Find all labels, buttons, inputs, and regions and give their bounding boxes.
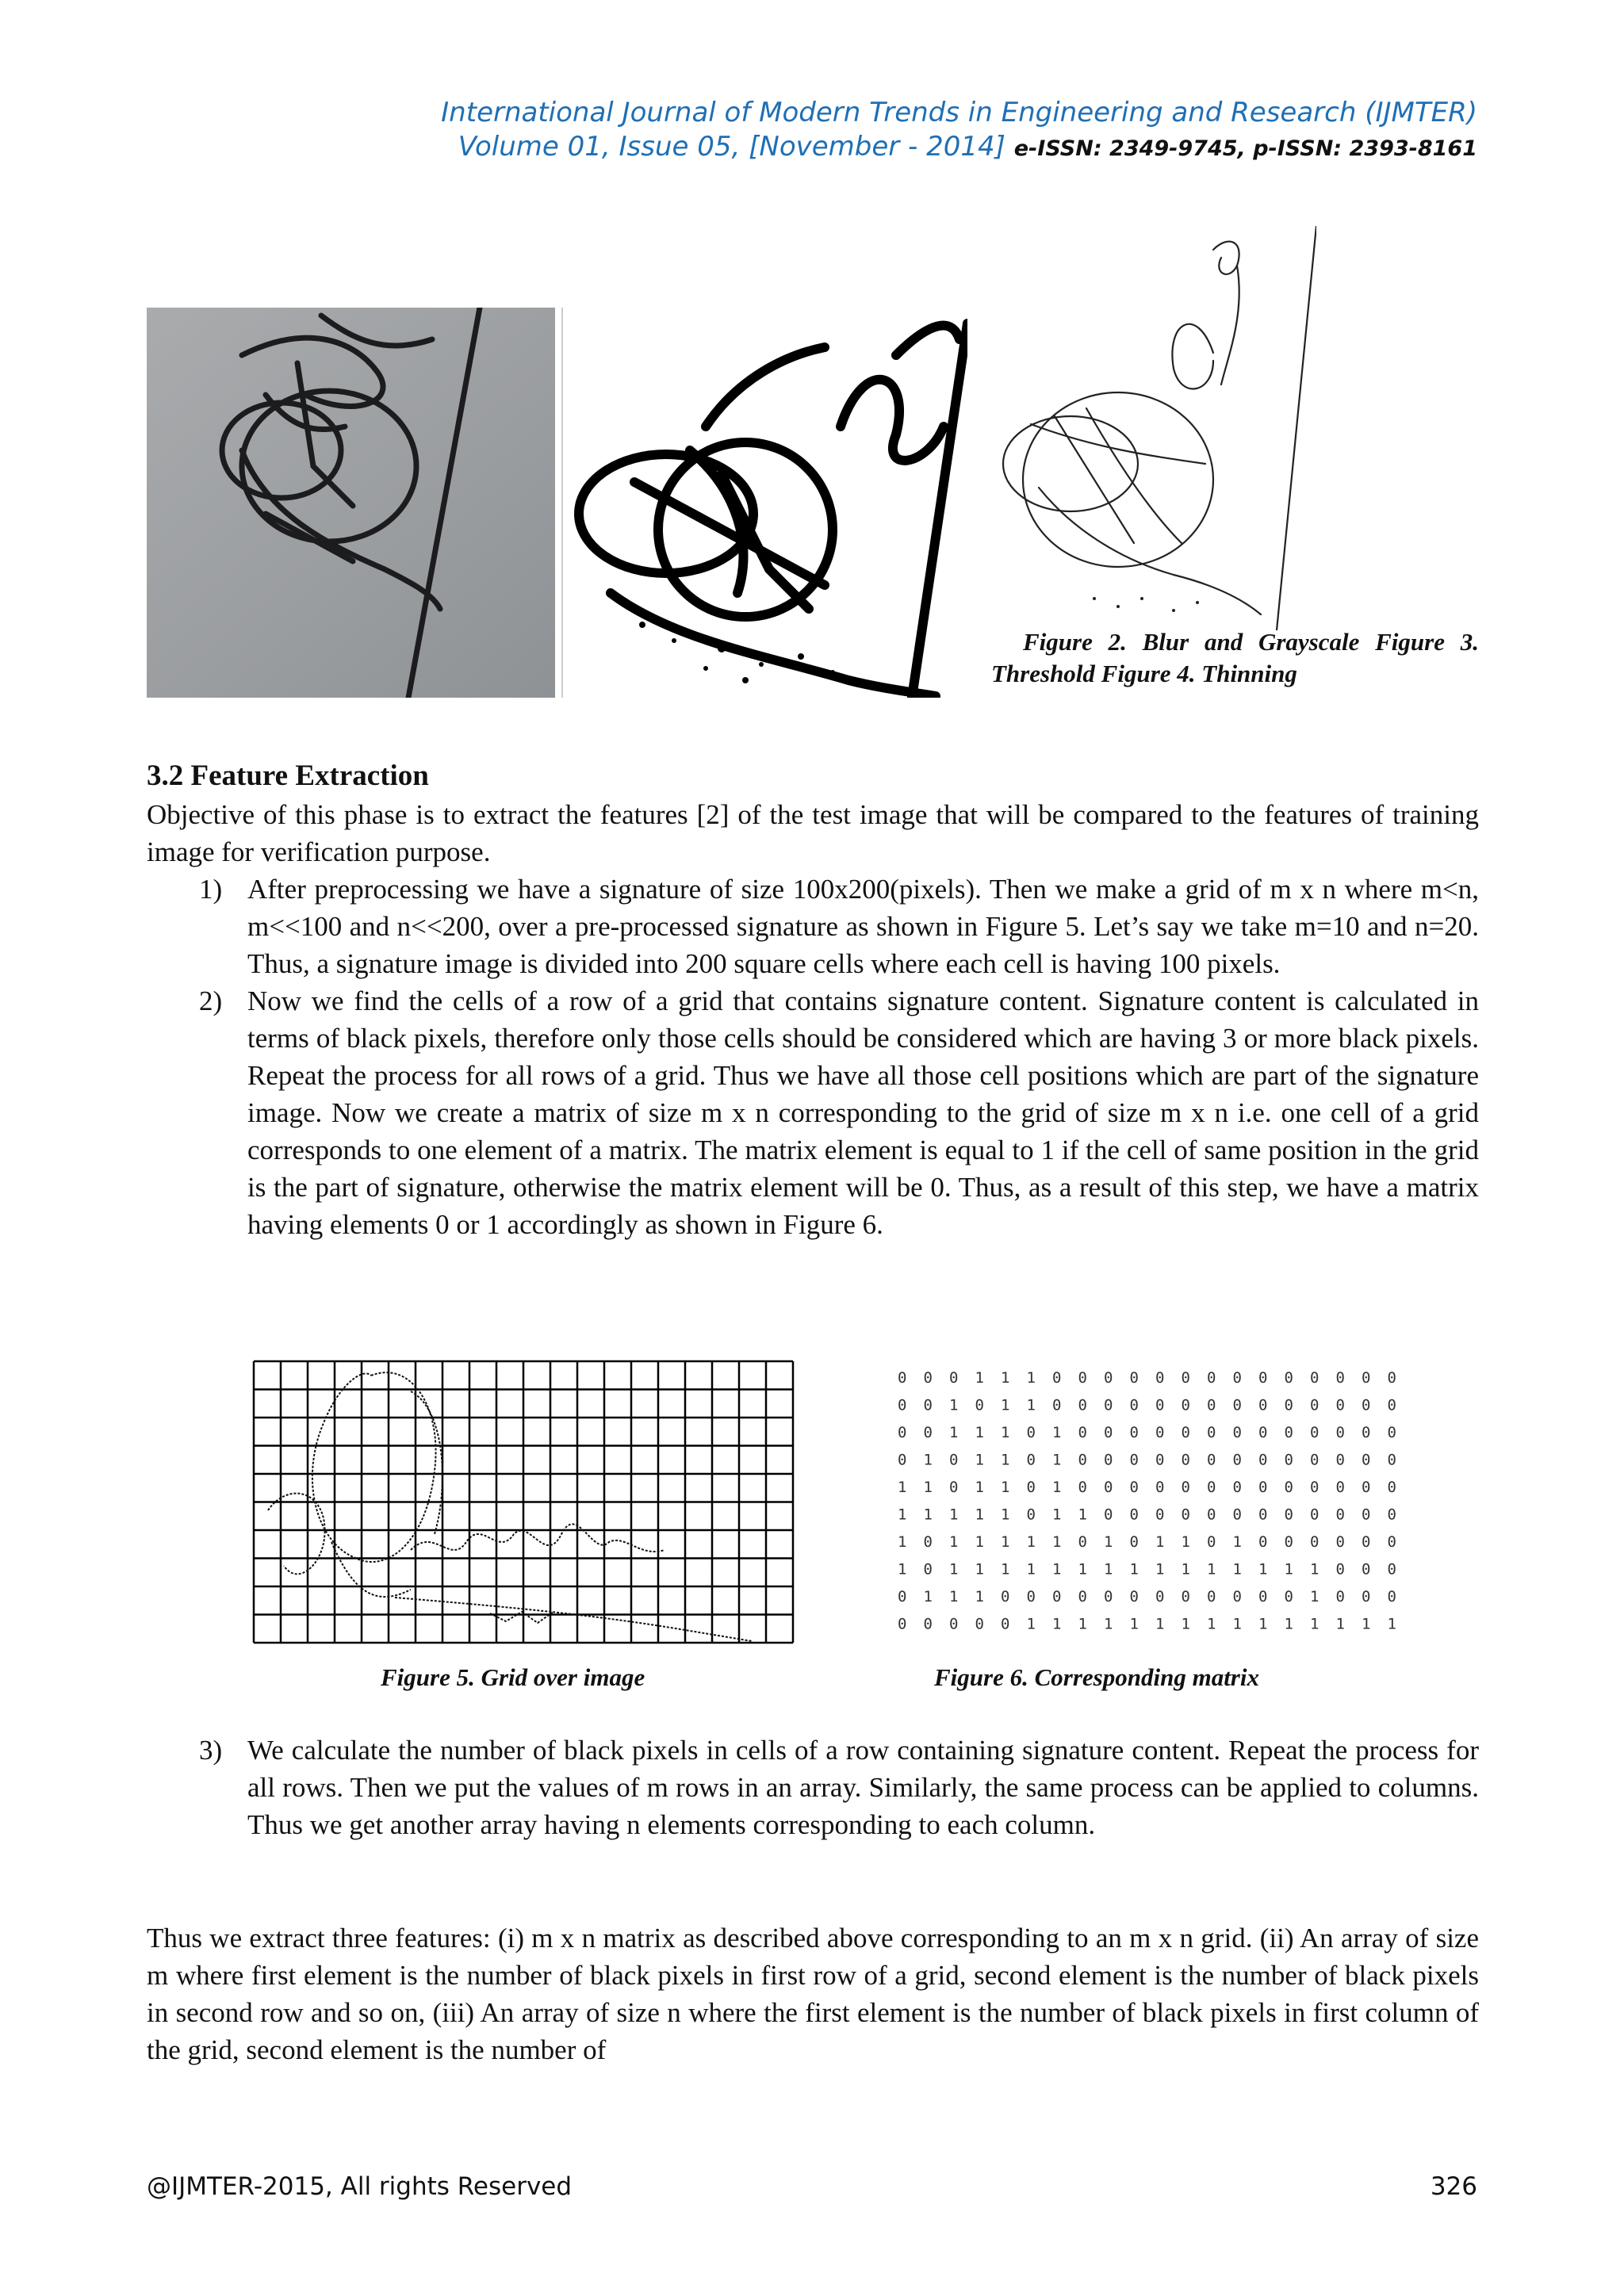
matrix-cell: 0 bbox=[1232, 1369, 1242, 1387]
matrix-cell: 0 bbox=[898, 1588, 907, 1605]
matrix-cell: 0 bbox=[898, 1396, 907, 1414]
matrix-cell: 1 bbox=[1078, 1560, 1087, 1578]
matrix-cell: 1 bbox=[1052, 1506, 1062, 1524]
matrix-cell: 0 bbox=[1335, 1424, 1345, 1441]
matrix-cell: 0 bbox=[1104, 1396, 1113, 1414]
figure6-caption: Figure 6. Corresponding matrix bbox=[934, 1663, 1259, 1691]
matrix-cell: 0 bbox=[1310, 1396, 1320, 1414]
signature-sketch bbox=[268, 1372, 752, 1641]
matrix-cell: 0 bbox=[1387, 1560, 1396, 1578]
page-number: 326 bbox=[1430, 2172, 1477, 2201]
matrix-cell: 0 bbox=[1207, 1533, 1216, 1551]
matrix-cell: 0 bbox=[923, 1396, 933, 1414]
matrix-cell: 1 bbox=[1001, 1479, 1010, 1496]
figure-caption-top: Figure 2. Blur and Grayscale Figure 3. Threshold Figure 4. Thinning bbox=[991, 628, 1479, 687]
matrix-cell: 1 bbox=[1052, 1533, 1062, 1551]
matrix-cell: 0 bbox=[1129, 1369, 1139, 1387]
matrix-cell: 0 bbox=[1026, 1506, 1036, 1524]
matrix-cell: 1 bbox=[975, 1506, 984, 1524]
matrix-cell: 1 bbox=[1078, 1615, 1087, 1633]
matrix-cell: 0 bbox=[1387, 1479, 1396, 1496]
matrix-cell: 0 bbox=[1232, 1588, 1242, 1605]
matrix-cell: 0 bbox=[949, 1479, 959, 1496]
matrix-cell: 0 bbox=[1207, 1506, 1216, 1524]
matrix-cell: 0 bbox=[923, 1560, 933, 1578]
matrix-cell: 0 bbox=[1335, 1588, 1345, 1605]
matrix-cell: 0 bbox=[923, 1615, 933, 1633]
matrix-cell: 0 bbox=[1335, 1479, 1345, 1496]
matrix-cell: 1 bbox=[1001, 1506, 1010, 1524]
matrix-cell: 0 bbox=[1078, 1479, 1087, 1496]
matrix-cell: 1 bbox=[975, 1560, 984, 1578]
matrix-cell: 0 bbox=[1078, 1424, 1087, 1441]
matrix-cell: 0 bbox=[1284, 1396, 1293, 1414]
journal-title: International Journal of Modern Trends in Engineering and Research (IJMTER) bbox=[441, 97, 1477, 128]
matrix-cell: 0 bbox=[1387, 1396, 1396, 1414]
matrix-cell: 1 bbox=[1026, 1396, 1036, 1414]
matrix-cell: 0 bbox=[1284, 1479, 1293, 1496]
matrix-cell: 0 bbox=[1104, 1506, 1113, 1524]
matrix-cell: 1 bbox=[1104, 1533, 1113, 1551]
matrix-cell: 1 bbox=[975, 1424, 984, 1441]
matrix-cell: 0 bbox=[1207, 1479, 1216, 1496]
matrix-cell: 1 bbox=[1232, 1560, 1242, 1578]
matrix-cell: 0 bbox=[1181, 1588, 1190, 1605]
matrix-cell: 0 bbox=[1362, 1588, 1371, 1605]
matrix-cell: 1 bbox=[1052, 1424, 1062, 1441]
list-item bbox=[147, 982, 1479, 1243]
intro-paragraph: Objective of this phase is to extract the features [2] of the test image that will be compared to the features of training image for verification purpose. bbox=[147, 799, 1479, 867]
matrix-cell: 0 bbox=[1232, 1479, 1242, 1496]
matrix-cell: 0 bbox=[1001, 1615, 1010, 1633]
matrix-cell: 0 bbox=[1129, 1451, 1139, 1469]
matrix-cell: 1 bbox=[949, 1506, 959, 1524]
list-item bbox=[147, 1732, 1479, 1843]
matrix-cell: 0 bbox=[1258, 1424, 1268, 1441]
matrix-cell: 0 bbox=[1258, 1396, 1268, 1414]
section-heading: 3.2 Feature Extraction bbox=[147, 760, 429, 792]
figure5-caption: Figure 5. Grid over image bbox=[381, 1663, 645, 1691]
figure-grid-over-image bbox=[252, 1360, 799, 1645]
matrix-cell: 1 bbox=[1052, 1560, 1062, 1578]
matrix-cell: 1 bbox=[898, 1560, 907, 1578]
matrix-cell: 0 bbox=[1362, 1533, 1371, 1551]
steps-list-a bbox=[147, 871, 1479, 1243]
matrix-cell: 1 bbox=[923, 1451, 933, 1469]
matrix-cell: 1 bbox=[1104, 1615, 1113, 1633]
matrix-cell: 0 bbox=[1078, 1451, 1087, 1469]
matrix-cell: 1 bbox=[1052, 1479, 1062, 1496]
matrix-cell: 0 bbox=[1026, 1479, 1036, 1496]
matrix-cell: 1 bbox=[1284, 1615, 1293, 1633]
matrix-cell: 0 bbox=[1258, 1533, 1268, 1551]
matrix-cell: 0 bbox=[1335, 1369, 1345, 1387]
matrix-cell: 1 bbox=[1104, 1560, 1113, 1578]
matrix-cell: 0 bbox=[1129, 1479, 1139, 1496]
matrix-cell: 1 bbox=[1181, 1533, 1190, 1551]
matrix-cell: 1 bbox=[1026, 1369, 1036, 1387]
matrix-cell: 0 bbox=[1335, 1506, 1345, 1524]
matrix-cell: 1 bbox=[1001, 1533, 1010, 1551]
matrix-cell: 0 bbox=[1181, 1396, 1190, 1414]
matrix-cell: 0 bbox=[1284, 1451, 1293, 1469]
matrix-cell: 1 bbox=[1284, 1560, 1293, 1578]
matrix-cell: 0 bbox=[1207, 1396, 1216, 1414]
matrix-cell: 1 bbox=[1129, 1615, 1139, 1633]
matrix-cell: 0 bbox=[1129, 1533, 1139, 1551]
matrix-cell: 1 bbox=[949, 1424, 959, 1441]
matrix-cell: 0 bbox=[1207, 1424, 1216, 1441]
matrix-cell: 1 bbox=[1310, 1588, 1320, 1605]
matrix-cell: 0 bbox=[1104, 1451, 1113, 1469]
matrix-cell: 0 bbox=[975, 1396, 984, 1414]
matrix-cell: 1 bbox=[949, 1560, 959, 1578]
journal-volume bbox=[458, 131, 1477, 163]
matrix-cell: 1 bbox=[949, 1588, 959, 1605]
matrix-cell: 0 bbox=[1284, 1369, 1293, 1387]
matrix-cell: 1 bbox=[1001, 1451, 1010, 1469]
matrix-cell: 0 bbox=[1310, 1506, 1320, 1524]
list-text: We calculate the number of black pixels in cells of a row containing signature content. Repeat the process for all rows. Then we put the values of m rows in an array. Similarly, the same process can be applied to columns. Thus we get another array having n elements corresponding to each column. bbox=[247, 1735, 1479, 1840]
matrix-cell: 1 bbox=[1258, 1615, 1268, 1633]
matrix-cell: 1 bbox=[1310, 1560, 1320, 1578]
matrix-cell: 0 bbox=[1232, 1451, 1242, 1469]
matrix-cell: 0 bbox=[1001, 1588, 1010, 1605]
matrix-cell: 0 bbox=[1258, 1506, 1268, 1524]
matrix-cell: 0 bbox=[1362, 1479, 1371, 1496]
matrix-cell: 1 bbox=[1155, 1533, 1165, 1551]
matrix-cell: 0 bbox=[1129, 1396, 1139, 1414]
matrix-cell: 0 bbox=[1232, 1396, 1242, 1414]
matrix-cell: 1 bbox=[1258, 1560, 1268, 1578]
issn-text: e-ISSN: 2349-9745, p-ISSN: 2393-8161 bbox=[1013, 136, 1477, 161]
matrix-cell: 1 bbox=[1155, 1615, 1165, 1633]
matrix-cell: 0 bbox=[1310, 1451, 1320, 1469]
matrix-cell: 0 bbox=[1258, 1588, 1268, 1605]
matrix-cell: 1 bbox=[975, 1479, 984, 1496]
matrix-cell: 1 bbox=[1155, 1560, 1165, 1578]
matrix-cell: 0 bbox=[923, 1424, 933, 1441]
matrix-cell: 1 bbox=[1362, 1615, 1371, 1633]
matrix-cell: 0 bbox=[1284, 1588, 1293, 1605]
matrix-cell: 0 bbox=[923, 1369, 933, 1387]
matrix-cell: 0 bbox=[949, 1369, 959, 1387]
figure-corresponding-matrix bbox=[888, 1365, 1404, 1643]
figure-thinning bbox=[975, 226, 1316, 630]
matrix-cell: 0 bbox=[949, 1451, 959, 1469]
matrix-cell: 1 bbox=[898, 1533, 907, 1551]
volume-text: Volume 01, Issue 05, [November - 2014] bbox=[458, 131, 1005, 163]
list-number: 2) bbox=[199, 985, 223, 1016]
figure-threshold bbox=[561, 308, 967, 698]
matrix-cell: 1 bbox=[923, 1588, 933, 1605]
matrix-cell: 0 bbox=[1258, 1369, 1268, 1387]
matrix-cell: 0 bbox=[1310, 1424, 1320, 1441]
matrix-cell: 0 bbox=[975, 1615, 984, 1633]
matrix-cell: 1 bbox=[1001, 1369, 1010, 1387]
matrix-cell: 0 bbox=[1387, 1588, 1396, 1605]
matrix-cell: 0 bbox=[1155, 1396, 1165, 1414]
matrix-cell: 0 bbox=[1362, 1451, 1371, 1469]
matrix-cell: 1 bbox=[1001, 1424, 1010, 1441]
matrix-cell: 0 bbox=[1181, 1424, 1190, 1441]
matrix-cell: 0 bbox=[1181, 1451, 1190, 1469]
matrix-cell: 1 bbox=[975, 1451, 984, 1469]
matrix-cell: 0 bbox=[1078, 1396, 1087, 1414]
footer-copyright: @IJMTER-2015, All rights Reserved bbox=[147, 2172, 573, 2201]
list-number: 3) bbox=[199, 1735, 223, 1766]
matrix-cell: 0 bbox=[1104, 1479, 1113, 1496]
list-number: 1) bbox=[199, 874, 223, 905]
matrix-cell: 0 bbox=[1207, 1588, 1216, 1605]
matrix-cell: 0 bbox=[1335, 1533, 1345, 1551]
matrix-cell: 1 bbox=[1232, 1615, 1242, 1633]
matrix-cell: 0 bbox=[898, 1615, 907, 1633]
matrix-cell: 0 bbox=[1258, 1479, 1268, 1496]
matrix-cell: 1 bbox=[923, 1506, 933, 1524]
matrix-cell: 0 bbox=[1052, 1396, 1062, 1414]
matrix-cell: 0 bbox=[1155, 1451, 1165, 1469]
matrix-cell: 0 bbox=[1232, 1424, 1242, 1441]
matrix-cell: 0 bbox=[1310, 1479, 1320, 1496]
matrix-cell: 0 bbox=[1335, 1396, 1345, 1414]
matrix-cell: 0 bbox=[1387, 1451, 1396, 1469]
matrix-cell: 0 bbox=[1155, 1369, 1165, 1387]
matrix-cell: 1 bbox=[975, 1369, 984, 1387]
matrix-cell: 0 bbox=[1026, 1588, 1036, 1605]
matrix-cell: 0 bbox=[1310, 1533, 1320, 1551]
matrix-cell: 0 bbox=[1387, 1424, 1396, 1441]
matrix-cell: 0 bbox=[1181, 1369, 1190, 1387]
matrix-cell: 0 bbox=[1181, 1506, 1190, 1524]
matrix-cell: 0 bbox=[1155, 1479, 1165, 1496]
list-text: Now we find the cells of a row of a grid that contains signature content. Signature content is calculated in terms of black pixels, therefore only those cells should be considered which are having 3 or more black pixels. Repeat the process for all rows of a grid. Thus we have all those cell positions which are part of the signature image. Now we create a matrix of size m x n corresponding to the grid of size m x n i.e. one cell of a grid corresponds to one element of a matrix. The matrix element is equal to 1 if the cell of same position in the grid is the part of signature, otherwise the matrix element will be 0. Thus, as a result of this step, we have a matrix having elements 0 or 1 accordingly as shown in Figure 6. bbox=[247, 985, 1479, 1240]
matrix-cell: 0 bbox=[1362, 1369, 1371, 1387]
matrix-cell: 0 bbox=[1310, 1369, 1320, 1387]
matrix-cell: 0 bbox=[1104, 1588, 1113, 1605]
matrix-cell: 1 bbox=[1335, 1615, 1345, 1633]
matrix-cell: 0 bbox=[1155, 1588, 1165, 1605]
matrix-cell: 1 bbox=[1387, 1615, 1396, 1633]
matrix-cell: 1 bbox=[975, 1533, 984, 1551]
matrix-cell: 1 bbox=[949, 1396, 959, 1414]
matrix-cell: 0 bbox=[1335, 1451, 1345, 1469]
matrix-cell: 1 bbox=[1026, 1533, 1036, 1551]
matrix-cell: 1 bbox=[1052, 1615, 1062, 1633]
matrix-cell: 1 bbox=[1181, 1560, 1190, 1578]
matrix-cell: 0 bbox=[898, 1424, 907, 1441]
matrix-cell: 1 bbox=[1181, 1615, 1190, 1633]
matrix-cell: 1 bbox=[1052, 1451, 1062, 1469]
figure-blur-grayscale bbox=[147, 308, 555, 698]
matrix-cell: 0 bbox=[949, 1615, 959, 1633]
matrix-cell: 0 bbox=[1362, 1506, 1371, 1524]
matrix-cell: 0 bbox=[1387, 1533, 1396, 1551]
matrix-cell: 0 bbox=[1155, 1424, 1165, 1441]
matrix-cell: 0 bbox=[1387, 1506, 1396, 1524]
matrix-cell: 0 bbox=[1155, 1506, 1165, 1524]
matrix-cell: 0 bbox=[1362, 1396, 1371, 1414]
matrix-cell: 0 bbox=[898, 1451, 907, 1469]
matrix-cell: 1 bbox=[1078, 1506, 1087, 1524]
matrix-cell: 1 bbox=[1001, 1396, 1010, 1414]
matrix-cell: 0 bbox=[1104, 1424, 1113, 1441]
matrix-cell: 0 bbox=[1078, 1369, 1087, 1387]
list-text: After preprocessing we have a signature of size 100x200(pixels). Then we make a grid of m x n where m<n, m<<100 and n<<200, over a pre-processed signature as shown in Figure 5. Let’s say we take m=10 and n=20. Thus, a signature image is divided into 200 square cells where each cell is having 100 pixels. bbox=[247, 874, 1479, 979]
matrix-cell: 0 bbox=[1362, 1560, 1371, 1578]
matrix-cell: 1 bbox=[975, 1588, 984, 1605]
matrix-cell: 0 bbox=[1284, 1506, 1293, 1524]
matrix-cell: 0 bbox=[1258, 1451, 1268, 1469]
matrix-cell: 1 bbox=[1207, 1560, 1216, 1578]
closing-paragraph: Thus we extract three features: (i) m x n matrix as described above corresponding to an m x n grid. (ii) An array of size m where first element is the number of black pixels in first row of a grid, second element is the number of black pixels in second row and so on, (iii) An array of size n where the first element is the number of black pixels in first column of the grid, second element is the number of bbox=[147, 1923, 1479, 2065]
matrix-cell: 0 bbox=[923, 1533, 933, 1551]
matrix-cell: 1 bbox=[1026, 1615, 1036, 1633]
matrix-cell: 0 bbox=[1026, 1424, 1036, 1441]
matrix-cell: 0 bbox=[1387, 1369, 1396, 1387]
matrix-cell: 0 bbox=[1104, 1369, 1113, 1387]
matrix-cell: 1 bbox=[1026, 1560, 1036, 1578]
matrix-cell: 0 bbox=[1078, 1588, 1087, 1605]
matrix-cell: 0 bbox=[1207, 1451, 1216, 1469]
matrix-cell: 1 bbox=[898, 1479, 907, 1496]
matrix-cell: 1 bbox=[923, 1479, 933, 1496]
matrix-cell: 0 bbox=[1078, 1533, 1087, 1551]
matrix-cell: 0 bbox=[1052, 1588, 1062, 1605]
matrix-cell: 0 bbox=[1335, 1560, 1345, 1578]
matrix-cell: 1 bbox=[1232, 1533, 1242, 1551]
matrix-cell: 0 bbox=[1129, 1424, 1139, 1441]
matrix-cell: 1 bbox=[1001, 1560, 1010, 1578]
matrix-cell: 0 bbox=[1362, 1424, 1371, 1441]
matrix-cell: 0 bbox=[1207, 1369, 1216, 1387]
matrix-cell: 1 bbox=[1207, 1615, 1216, 1633]
steps-list-b bbox=[147, 1732, 1479, 1843]
matrix-cell: 1 bbox=[898, 1506, 907, 1524]
matrix-cell: 0 bbox=[1181, 1479, 1190, 1496]
matrix-cell: 0 bbox=[1026, 1451, 1036, 1469]
matrix-cell: 0 bbox=[898, 1369, 907, 1387]
matrix-cell: 0 bbox=[1129, 1588, 1139, 1605]
matrix-cell: 0 bbox=[1232, 1506, 1242, 1524]
matrix-cell: 0 bbox=[1129, 1506, 1139, 1524]
list-item bbox=[147, 871, 1479, 982]
matrix-cell: 1 bbox=[1129, 1560, 1139, 1578]
matrix-cell: 1 bbox=[949, 1533, 959, 1551]
matrix-cell: 0 bbox=[1284, 1533, 1293, 1551]
matrix-cell: 1 bbox=[1310, 1615, 1320, 1633]
matrix-cell: 0 bbox=[1052, 1369, 1062, 1387]
matrix-cell: 0 bbox=[1284, 1424, 1293, 1441]
